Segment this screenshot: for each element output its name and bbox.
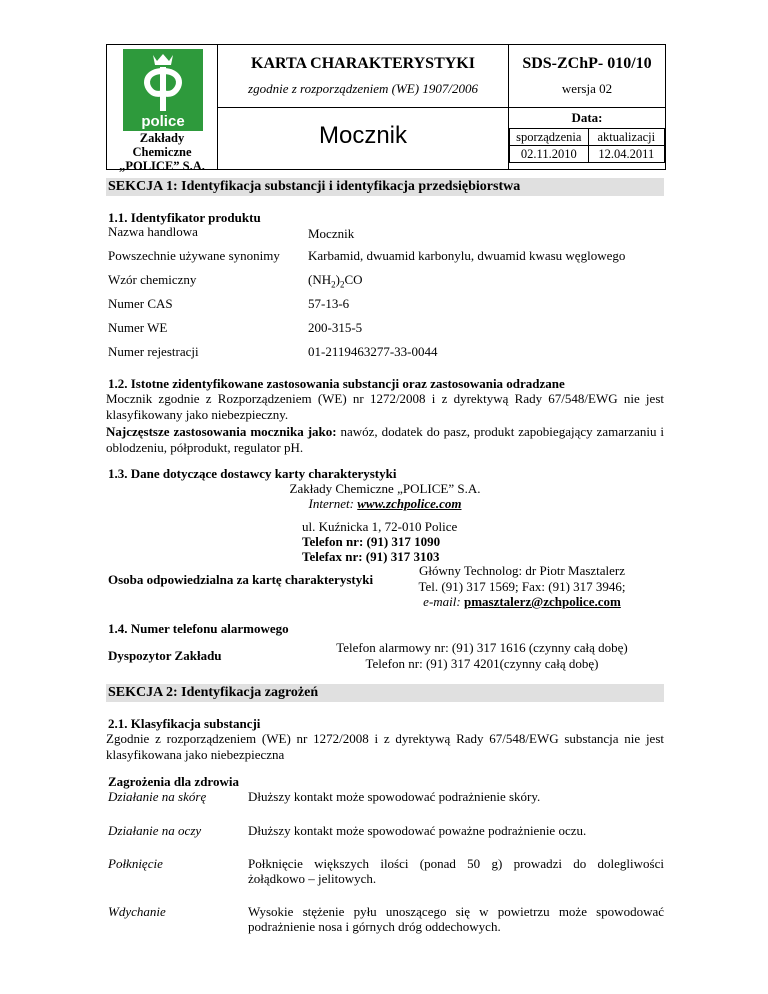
hazard-text-inhalation-1: Wysokie stężenie pyłu unoszącego się w powietrzu może spowodować	[248, 904, 664, 919]
company-logo-cell	[107, 45, 218, 173]
hazard-text-inhalation-2: podrażnienie nosa i górnych dróg oddechowych.	[248, 919, 501, 934]
doc-version: wersja 02	[561, 81, 613, 96]
hazard-text-ingestion-1: Połknięcie większych ilości (ponad 50 g) prowadzi do dolegliwości	[248, 856, 664, 871]
logo-word: police	[141, 113, 185, 130]
row-value-registration: 01-2119463277-33-0044	[308, 344, 438, 359]
hazard-label-eyes: Działanie na oczy	[108, 823, 202, 838]
date-created: 02.11.2010	[510, 146, 589, 163]
doc-title-cell	[218, 45, 509, 108]
supplier-fax: Telefax nr: (91) 317 3103	[302, 549, 440, 564]
row-value-trade-name: Mocznik	[308, 226, 355, 241]
supplier-name: Zakłady Chemiczne „POLICE” S.A.	[289, 481, 481, 496]
s14-heading: 1.4. Numer telefonu alarmowego	[108, 621, 289, 636]
responsible-email-line	[380, 594, 664, 609]
hazard-label-ingestion: Połknięcie	[108, 856, 163, 871]
dispatcher-label: Dyspozytor Zakładu	[108, 648, 222, 663]
s12-uses	[106, 424, 664, 456]
email-label: e-mail:	[423, 594, 461, 609]
row-value-cas: 57-13-6	[308, 296, 350, 311]
supplier-address: ul. Kuźnicka 1, 72-010 Police	[302, 519, 458, 534]
supplier-phone: Telefon nr: (91) 317 1090	[302, 534, 441, 549]
police-logo	[123, 49, 203, 131]
row-value-formula	[308, 272, 363, 293]
doc-code: SDS-ZChP- 010/10	[522, 55, 652, 72]
document-header	[106, 44, 666, 173]
row-label-trade-name: Nazwa handlowa	[108, 224, 198, 239]
company-line-1: Zakłady	[139, 131, 185, 145]
s11-heading: 1.1. Identyfikator produktu	[108, 210, 261, 225]
col-created: sporządzenia	[510, 129, 589, 146]
hazard-text-eyes: Dłuższy kontakt może spowodować poważne podrażnienie oczu.	[248, 823, 587, 838]
date-updated: 12.04.2011	[588, 146, 664, 163]
internet-label: Internet	[308, 496, 350, 511]
row-label-formula: Wzór chemiczny	[108, 272, 197, 287]
dates-table	[509, 128, 665, 163]
alarm-line-1: Telefon alarmowy nr: (91) 317 1616 (czynny całą dobę)	[336, 640, 628, 655]
s13-heading: 1.3. Dane dotyczące dostawcy karty charakterystyki	[108, 466, 397, 481]
hazard-text-ingestion-2: żołądkowo – jelitowych.	[248, 871, 377, 886]
s12-text: Mocznik zgodnie z Rozporządzeniem (WE) nr 1272/2008 i z dyrektywą Rady 67/548/EWG nie jest klasyfikowany jako niebezpieczny.	[106, 391, 664, 422]
email-link[interactable]: pmasztalerz@zchpolice.com	[463, 594, 621, 609]
row-label-we: Numer WE	[108, 320, 168, 335]
responsible-name: Główny Technolog: dr Piotr Masztalerz	[418, 563, 626, 578]
row-label-registration: Numer rejestracji	[108, 344, 199, 359]
s12-uses-lead: Najczęstsze zastosowania mocznika jako:	[106, 424, 337, 439]
row-value-we: 200-315-5	[308, 320, 363, 335]
s21-text: Zgodnie z rozporządzeniem (WE) nr 1272/2008 i z dyrektywą Rady 67/548/EWG substancja nie jest klasyfikowana jako niebezpieczna	[106, 731, 664, 762]
formula-b: )	[335, 272, 340, 287]
responsible-phone: Tel. (91) 317 1569; Fax: (91) 317 3946;	[418, 579, 626, 594]
doc-code-cell	[509, 45, 665, 108]
formula-c: CO	[344, 272, 363, 287]
alarm-line-2: Telefon nr: (91) 317 4201(czynny całą dobę)	[365, 656, 599, 671]
police-logo-icon	[123, 49, 203, 131]
s21-heading: 2.1. Klasyfikacja substancji	[108, 716, 261, 731]
supplier-internet: Internet: www.zchpolice.com	[308, 496, 462, 511]
formula-sub1: 2	[331, 279, 336, 290]
responsible-label: Osoba odpowiedzialna za kartę charakterystyki	[108, 572, 374, 587]
row-label-synonyms: Powszechnie używane synonimy	[108, 248, 280, 263]
s12-heading: 1.2. Istotne zidentyfikowane zastosowania substancji oraz zastosowania odradzane	[108, 376, 565, 391]
hazard-label-inhalation: Wdychanie	[108, 904, 166, 919]
section-2-title: SEKCJA 2: Identyfikacja zagrożeń	[106, 684, 664, 702]
company-line-2: Chemiczne	[132, 145, 192, 159]
row-label-cas: Numer CAS	[108, 296, 173, 311]
col-updated: aktualizacji	[588, 129, 664, 146]
hazard-label-skin: Działanie na skórę	[108, 789, 207, 804]
s12-uses-text: nawóz, dodatek do pasz, produkt zapobiegający zamarzaniu i oblodzeniu, półprodukt, regulator pH.	[106, 424, 664, 455]
formula-a: (NH	[308, 272, 332, 287]
dates-label: Data:	[571, 110, 603, 125]
internet-link[interactable]: www.zchpolice.com	[357, 496, 462, 511]
doc-title: KARTA CHARAKTERYSTYKI	[251, 55, 475, 72]
product-name: Mocznik	[318, 122, 408, 149]
formula-sub2: 2	[339, 279, 345, 290]
hazard-text-skin: Dłuższy kontakt może spowodować podrażnienie skóry.	[248, 789, 541, 804]
company-name	[107, 131, 217, 173]
dates-cell	[509, 108, 665, 169]
row-value-synonyms: Karbamid, dwuamid karbonylu, dwuamid kwasu węglowego	[308, 248, 626, 263]
section-1-title: SEKCJA 1: Identyfikacja substancji i identyfikacja przedsiębiorstwa	[106, 178, 664, 196]
health-heading: Zagrożenia dla zdrowia	[108, 774, 239, 789]
company-line-3: „POLICE” S.A.	[119, 159, 205, 173]
product-name-cell	[218, 108, 509, 169]
doc-subtitle: zgodnie z rozporządzeniem (WE) 1907/2006	[248, 81, 478, 96]
